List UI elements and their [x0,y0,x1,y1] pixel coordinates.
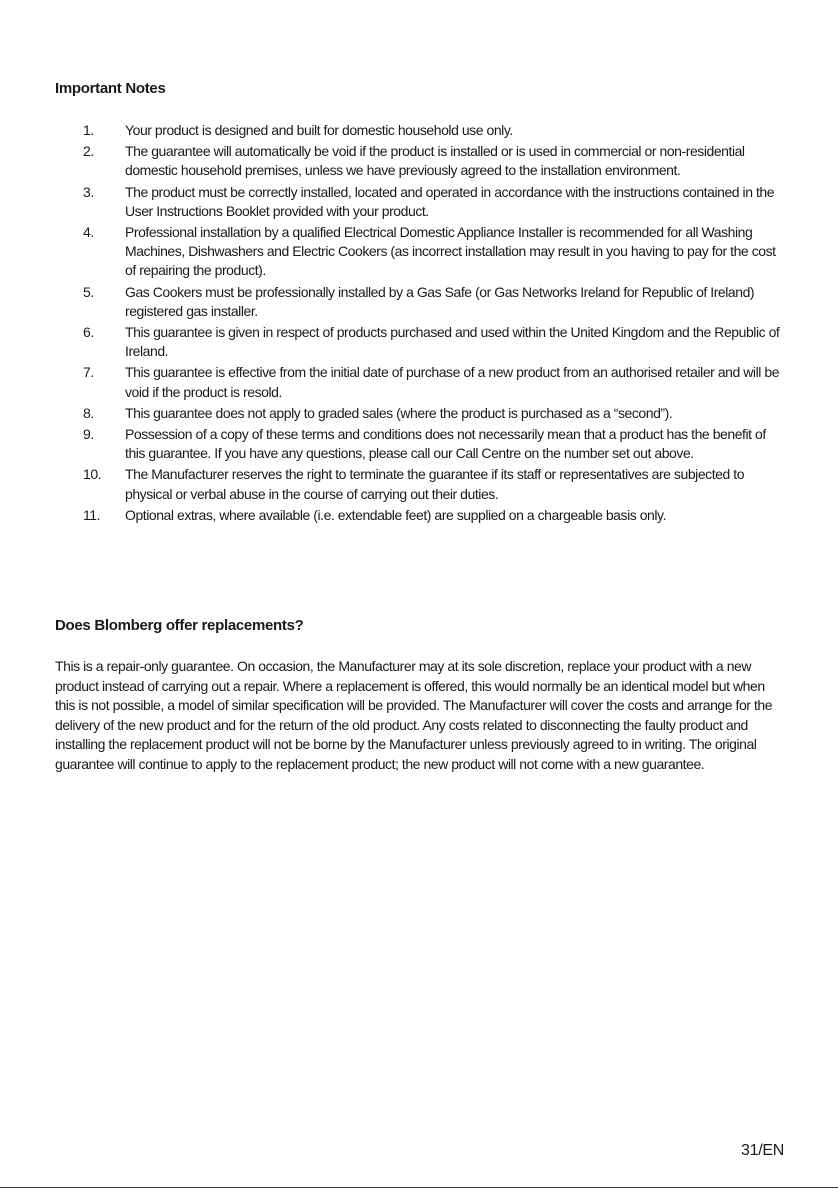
note-text: Optional extras, where available (i.e. extendable feet) are supplied on a chargeable basis only. [125,506,667,523]
note-item [55,404,783,423]
note-item [55,183,783,221]
note-text: Possession of a copy of these terms and conditions does not necessarily mean that a product has the benefit of this guarantee. If you have any questions, please call our Call Centre on the number set out above. [125,426,766,462]
note-number: 3. [83,183,94,200]
important-notes-list [55,121,783,527]
note-number: 6. [83,324,94,341]
note-item [55,506,783,525]
note-text: Professional installation by a qualified Electrical Domestic Appliance Installer is recommended for all Washing Machines, Dishwashers and Electric Cookers (as incorrect installation may result in you having to pay for the cost of repairing the product). [125,224,776,279]
note-text: This guarantee is given in respect of products purchased and used within the United Kingdom and the Republic of Ireland. [125,324,780,360]
note-item [55,223,783,281]
important-notes-heading: Important Notes [55,80,166,97]
note-item [55,425,783,463]
note-item [55,283,783,321]
note-text: This guarantee does not apply to graded sales (where the product is purchased as a “second”). [125,404,673,421]
note-number: 2. [83,143,94,160]
note-number: 5. [83,283,94,300]
note-text: Your product is designed and built for domestic household use only. [125,122,513,138]
note-text: Gas Cookers must be professionally installed by a Gas Safe (or Gas Networks Ireland for Republic of Ireland) registered gas installer. [125,283,755,319]
note-item [55,465,783,503]
footer-divider [0,1187,838,1188]
note-item [55,363,783,401]
note-text: The guarantee will automatically be void if the product is installed or is used in commercial or non-residential domestic household premises, unless we have previously agreed to the installation environment. [125,143,745,179]
note-text: The product must be correctly installed, located and operated in accordance with the instructions contained in the User Instructions Booklet provided with your product. [125,183,775,219]
note-number: 1. [83,122,94,138]
replacements-heading: Does Blomberg offer replacements? [55,617,304,634]
replacements-paragraph: This is a repair-only guarantee. On occasion, the Manufacturer may at its sole discretion, replace your product with a new product instead of carrying out a repair. Where a replacement is offered, this would normally be an identical model but when this is not possible, a model of similar specification will be provided. The Manufacturer will cover the costs and arrange for the delivery of the new product and for the return of the old product. Any costs related to disconnecting the faulty product and installing the replacement product will not be borne by the Manufacturer unless previously agreed to in writing. The original guarantee will continue to apply to the replacement product; the new product will not come with a new guarantee. [55,658,773,772]
note-number: 11. [83,506,101,523]
note-number: 9. [83,426,94,443]
note-item [55,121,783,140]
note-number: 7. [83,364,94,381]
note-text: The Manufacturer reserves the right to terminate the guarantee if its staff or representatives are subjected to physical or verbal abuse in the course of carrying out their duties. [125,466,745,502]
note-number: 8. [83,404,94,421]
note-item [55,142,783,180]
note-item [55,323,783,361]
note-number: 10. [83,466,102,483]
note-number: 4. [83,224,94,241]
note-text: This guarantee is effective from the initial date of purchase of a new product from an authorised retailer and will be void if the product is resold. [125,364,780,400]
page-number: 31/EN [741,1142,784,1159]
